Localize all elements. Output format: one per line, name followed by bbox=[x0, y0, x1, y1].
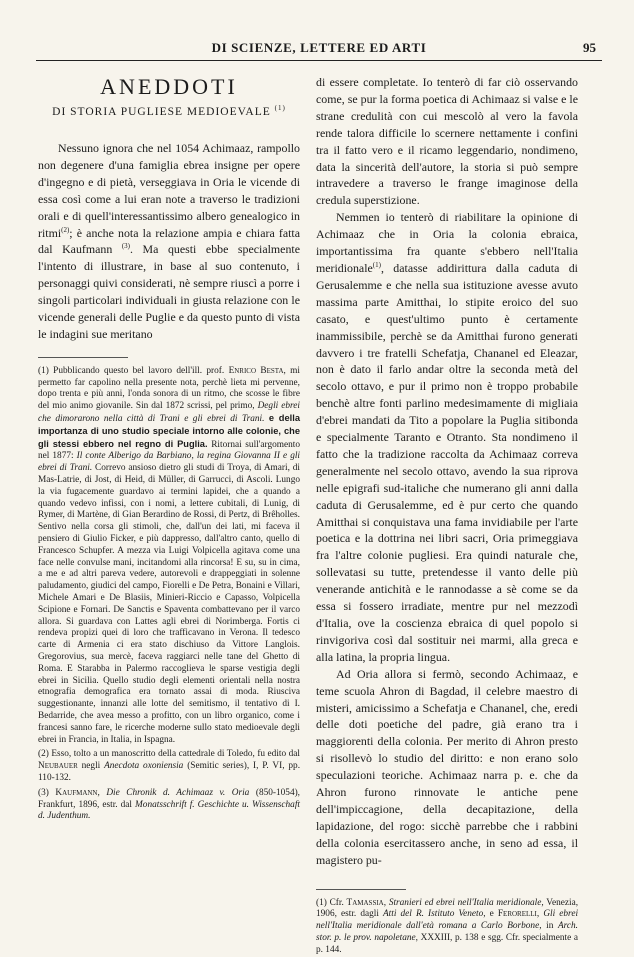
body-paragraph bbox=[316, 209, 578, 665]
text-run: , XXXIII, p. 138 e sgg. Cfr. specialmente a p. 144. bbox=[316, 932, 578, 955]
text-run: , datasse addirittura dalla caduta di Gerusalemme e che nella sua istituzione avesse avuto massima parte Amitthai, lo stipite eroico del suo casato, e quest'ultimo punto è certamente inammissibile, perchè se da Amitthai furono generati davvero i tre fratelli Schefatja, Chananel ed Eleazar, non è dato il farlo andar oltre la seconda metà del secolo ottavo, e pur il primo non è troppo probabile benchè altre fonti parlino medesimamente di migliaia d'ebrei mandati da Tito a popolare la Puglia sitibonda e specialmente Taranto e Otranto. Sta nondimeno il fatto che la tradizione raccolta da Achimaaz correva generalmente nel secolo ottavo, avendo la sua riprova nelle epigrafi sud-italiche che numerano gli anni dalla caduta di Gerusalemme, ed è pur certo che quando Amitthai si conquistava una fama invidiabile per l'arte poetica e la dottrina nei libri sacri, Oria primeggiava fra l'altre colonie pugliesi. Era quindi naturale che, sollevatasi su tutte, pretendesse il vanto delle più venerande antichità e le rannodasse a sè come se da essa si fossero irradiate, mentre pur nel mezzodì d'Italia, ove la coscienza ebraica di quel popolo si rinvigoriva così dal sostituir nei marmi, alla greca e alla latina, la propria lingua. bbox=[316, 260, 578, 664]
text-run: , Venezia, 1906, estr. dagli bbox=[316, 897, 579, 920]
text-run: . Ma questi ebbe specialmente l'intento di illustrare, in base al suo contenuto, i personaggi quivi considerati, nè sempre riuscì a porre i singoli particolari individuali in giusta relazione con le vicende generali delle Puglie e da questo punto di vista le indagini sue meritano bbox=[38, 242, 300, 341]
text-run: (1) Cfr. bbox=[316, 897, 344, 908]
text-run: (2) Esso, tolto a un manoscritto della cattedrale di Toledo, fu edito dal bbox=[38, 749, 300, 760]
footnote-ref[interactable]: (1) bbox=[372, 261, 381, 269]
text-run: ; è anche nota la relazione ampia e chiara fatta dal Kaufmann bbox=[38, 225, 300, 257]
text-run: , bbox=[97, 787, 100, 798]
text-run: , bbox=[383, 897, 387, 908]
text-run: Nessuno ignora che nel 1054 Achimaaz, rampollo non degenere d'una famiglia ebrea insigne per opere d'ingegno e di pietà, verseggiava in Oria le vicende di essa così come a lui eran note a traverso le tradizioni orali e di quell'interessantissimo albero genealogico in ritmi bbox=[38, 141, 300, 240]
text-run: (1) Pubblicando questo bel lavoro dell'ill. prof. bbox=[38, 365, 225, 376]
footnote-1 bbox=[316, 898, 578, 957]
author-name: Neubauer bbox=[38, 761, 78, 772]
body-paragraph: Ad Oria allora si fermò, secondo Achimaaz, e teme scuola Ahron di Bagdad, il celebre maestro di misteri, amicissimo a Schefatja e Chananel, che, eredi delle doti poetiche del padre, già erano tra i maggiorenti della colonia. Per merito di Ahron presto si risollevò lo studio del diritto: e non erano solo speculazioni teoriche. Achimaaz narra p. e. che da Ahron furono rinnovate le antiche pene dell'impiccagione, della decapitazione, della lapidazione, del rogo: sicchè parrebbe che i rabbini della colonia esercitassero anche, in seno ad essa, il magistero pu- bbox=[316, 666, 578, 867]
footnote-2 bbox=[38, 749, 300, 784]
text-run: negli bbox=[81, 761, 101, 772]
author-name: Kaufmann bbox=[55, 787, 98, 798]
italic-title: Stranieri ed ebrei nell'Italia meridionale bbox=[388, 897, 542, 908]
italic-title: Monatsschrift f. Geschichte u. Wissenschaft d. Judenthum. bbox=[38, 799, 300, 822]
text-run: , e bbox=[483, 909, 494, 920]
footnote-ref[interactable]: (1) bbox=[274, 104, 286, 113]
author-name: Ferorelli bbox=[497, 909, 537, 920]
running-title: DI SCIENZE, LETTERE ED ARTI bbox=[211, 40, 427, 55]
text-run: (850-1054), Frankfurt, 1896, estr. dal bbox=[38, 787, 301, 810]
left-column bbox=[38, 74, 300, 823]
right-column bbox=[316, 74, 578, 957]
italic-title: Il conte Alberigo da Barbiano, la regina Giovanna II e gli ebrei di Trani. bbox=[38, 451, 301, 474]
bold-title: e della importanza di uno studio speciale intorno alle colonie, che gli stessi ebbero nel regno di Puglia. bbox=[38, 413, 300, 449]
running-header bbox=[36, 34, 602, 61]
italic-title: Gli ebrei nell'Italia meridionale dall'età romana a Carlo Borbone bbox=[316, 909, 579, 932]
author-name: Tamassia bbox=[346, 897, 384, 908]
text-run: Ritornai sull'argomento nel 1877: bbox=[38, 439, 301, 462]
body-paragraph: di essere completate. Io tenterò di far ciò osservando come, se pur la forma poetica di Achimaaz si valse e le strane credulità con cui mescolò al vero la favola rende talora difficile lo scernere nettamente i confini tra il fatto vero e il ricamo leggendario, nondimeno, data la sincerità dell'autore, la storia si può sempre intravedere a traverso le frange imaginose della credula superstizione. bbox=[316, 75, 578, 208]
text-run: (3) bbox=[38, 787, 49, 798]
text-run: , bbox=[536, 909, 540, 920]
italic-title: Degli ebrei che dimorarono nella città di Trani e gli ebrei di Trani. bbox=[38, 401, 300, 425]
text-run: , in bbox=[539, 921, 554, 932]
footnote-1 bbox=[38, 366, 300, 747]
author-name: Enrico Besta bbox=[228, 365, 284, 376]
italic-title: Arch. stor. p. le prov. napoletane bbox=[316, 921, 578, 943]
footnote-3 bbox=[38, 788, 300, 823]
article-subtitle bbox=[38, 106, 300, 118]
italic-title: Atti del R. Istituto Veneto bbox=[383, 909, 484, 920]
footnote-ref[interactable]: (3) bbox=[121, 242, 131, 251]
article-title: ANEDDOTI bbox=[100, 74, 238, 99]
page-number: 95 bbox=[583, 40, 596, 55]
footnote-ref[interactable]: (2) bbox=[61, 225, 70, 234]
subtitle-text: DI STORIA PUGLIESE MEDIOEVALE bbox=[52, 106, 271, 118]
text-run: (Semitic series), I, P. VI, pp. 110-132. bbox=[38, 761, 301, 783]
body-paragraph bbox=[38, 140, 300, 343]
italic-title: Die Chronik d. Achimaaz v. Oria bbox=[106, 787, 250, 798]
text-run: , mi permetto far capolino nella presente nota, perchè lieta mi pervenne, dopo trenta e più anni, l'onda sonora di un ritmo, che scosse le fibre del mio animo giovanile. Sin dal 1872 scrissi, pel primo, bbox=[38, 365, 300, 412]
text-run: Nemmen io tenterò di riabilitare la opinione di Achimaaz che in Oria la colonia ebraica, importantissima fra quante s'ebbero nell'Italia meridionale bbox=[316, 210, 578, 275]
italic-title: Anecdota oxoniensia bbox=[104, 761, 184, 772]
text-run: Correvo ansioso dietro gli studi di Troya, di Amari, di Mas-Latrie, di Jost, di Heid, di Müller, di Garrucci, di Ascoli. Lungo la via fugacemente guardavo ai termini lapidei, che a quando a quando vedevo infissi, con i nomi, a lettere cubitali, di Lunig, di Rymer, di Martène, di Gian Berardino de Rossi, di Pertz, di Brêholles. Sentivo nella corsa gli stimoli, che, dall'un dei lati, mi faceva il pensiero di Giulio Ficker, e più dappresso, dall'altro canto, quello di Francesco Schupfer. A mezza via Luigi Volpicella agitava come una face nelle convulse mani, incitandomi alla rincorsa! E su, su in cima, a me e ad altri pareva vedere, autorevoli e drappeggiati in solenne paludamento, giudici del campo, Fiorelli e De Petra, Bonaini e Villari, Michele Amari e De Blasiis, Minieri-Riccio e Capasso, Volpicella Scipione e Fornari. De Sanctis e Spaventa combattevano per il varco allora. Si guardava con Lattes agli ebrei di Norimberga. Fortis ci rendeva propizi quei di loro che trafficavano in Verona. Il tedesco carte di Armenia ci era stato dischiuso da Vittore Langlois. Gregorovius, sua mercè, faceva raggiarci nelle tane del Ghetto di Roma. E Starabba in Palermo raccoglieva le sparse vestigia degli ebrei in Sicilia. Quello studio degli elementi orientali nella nostra etnografia demografica era tornato assai di moda. Riusciva suggestionante, innanzi alle lotte del semitismo, il tentativo di I. Bedarride, che avea messo a profitto, con un libro organico, come i francesi sanno fare, le ricerche moderne sullo stato medioevale degli ebrei in Francia, in Italia, in Ispagna. bbox=[38, 463, 300, 745]
footnote-divider bbox=[316, 889, 406, 890]
footnote-divider bbox=[38, 357, 128, 358]
